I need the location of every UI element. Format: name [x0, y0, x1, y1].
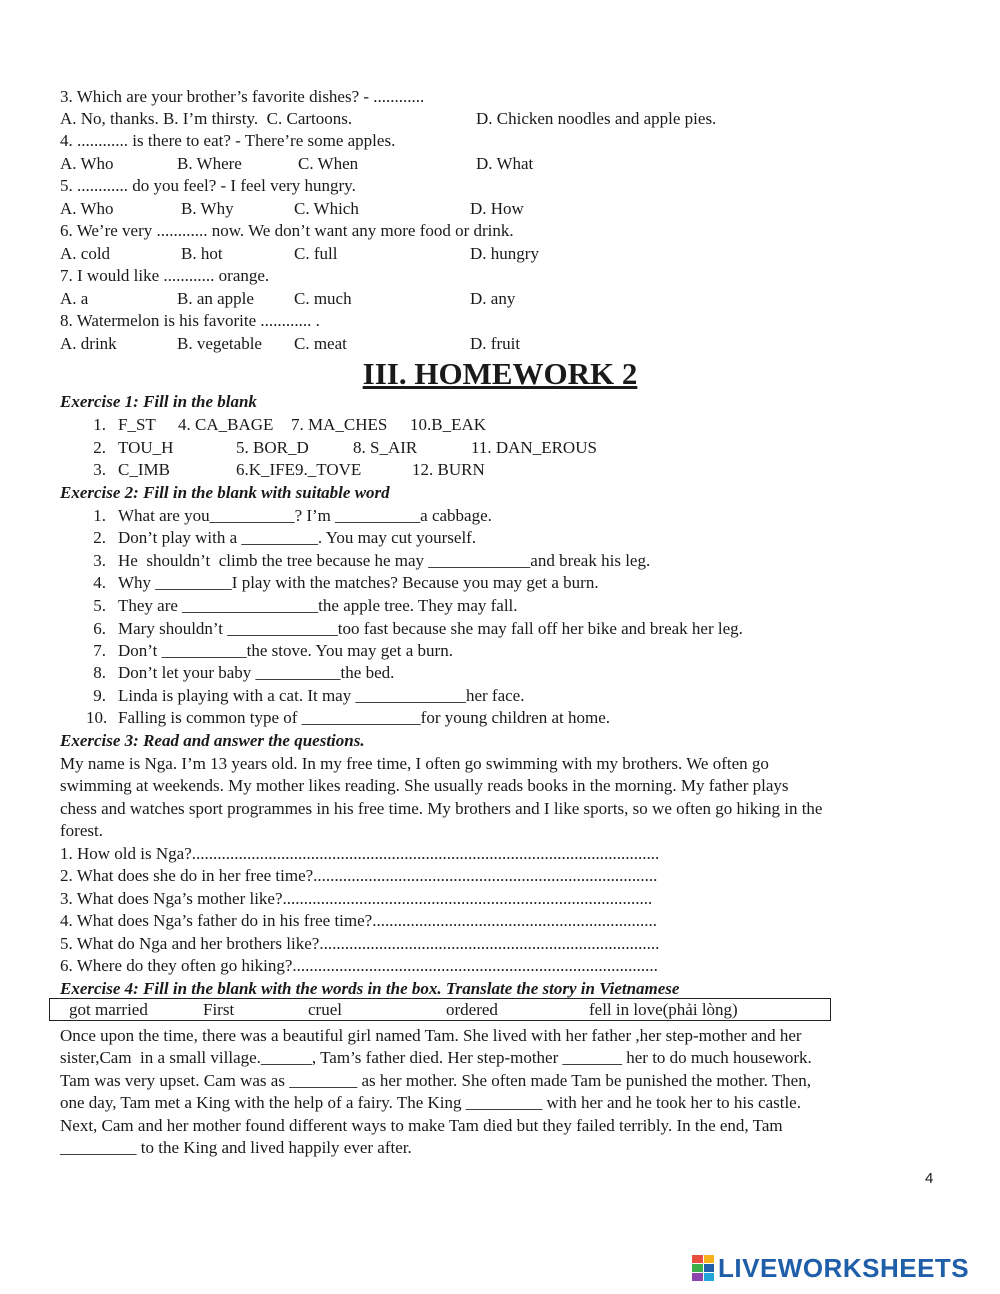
ex2-item-text: Linda is playing with a cat. It may _____________her face. — [118, 686, 525, 705]
exercise-3-title: Exercise 3: Read and answer the questions. — [60, 731, 365, 750]
ex2-item-text: They are ________________the apple tree. They may fall. — [118, 596, 518, 615]
word-box-item: ordered — [446, 1000, 498, 1019]
exercise-4-title: Exercise 4: Fill in the blank with the words in the box. Translate the story in Vietnamese — [60, 979, 680, 998]
section-heading: III. HOMEWORK 2 — [362, 356, 638, 391]
mcq-4-option-a: A. Who — [60, 154, 114, 173]
mcq-4-option-b: B. Where — [177, 154, 242, 173]
mcq-4-option-c: C. When — [298, 154, 359, 173]
story-line: _________ to the King and lived happily ever after. — [60, 1138, 412, 1157]
question-line: 2. What does she do in her free time?................................................................................. — [60, 866, 658, 885]
exercise-1-title: Exercise 1: Fill in the blank — [60, 392, 257, 411]
mcq-7-option-c: C. much — [294, 289, 352, 308]
ex1-word: F_ST — [118, 415, 156, 434]
story-line: Tam was very upset. Cam was as ________ as her mother. She often made Tam be punished the mother. Then, — [60, 1071, 811, 1090]
mcq-question-4: 4. ............ is there to eat? - There’re some apples. — [60, 131, 396, 150]
ex1-word: 6.K_IFE9._TOVE — [236, 460, 362, 479]
mcq-question-7: 7. I would like ............ orange. — [60, 266, 270, 285]
mcq-7-option-d: D. any — [470, 289, 516, 308]
ex1-row-number: 3. — [93, 460, 106, 479]
mcq-question-3: 3. Which are your brother’s favorite dishes? - ............ — [60, 87, 425, 106]
passage-line: forest. — [60, 821, 103, 840]
ex2-item-number: 5. — [93, 596, 106, 615]
question-line: 3. What does Nga’s mother like?....................................................................................... — [60, 889, 653, 908]
mcq-3-option-d: D. Chicken noodles and apple pies. — [476, 109, 717, 128]
ex2-item-text: Don’t play with a _________. You may cut yourself. — [118, 528, 477, 547]
mcq-6-option-a: A. cold — [60, 244, 111, 263]
ex1-word: 11. DAN_EROUS — [471, 438, 597, 457]
mcq-5-option-d: D. How — [470, 199, 524, 218]
mcq-8-option-c: C. meat — [294, 334, 347, 353]
mcq-question-8: 8. Watermelon is his favorite ............ . — [60, 311, 320, 330]
question-line: 6. Where do they often go hiking?...................................................................................... — [60, 956, 658, 975]
question-line: 4. What does Nga’s father do in his free time?................................................................... — [60, 911, 657, 930]
ex2-item-number: 3. — [93, 551, 106, 570]
ex1-word: 4. CA_BAGE — [178, 415, 274, 434]
mcq-6-option-b: B. hot — [181, 244, 223, 263]
mcq-7-option-a: A. a — [60, 289, 89, 308]
word-box-item: First — [203, 1000, 235, 1019]
ex2-item-number: 4. — [93, 573, 106, 592]
ex2-item-number: 6. — [93, 619, 106, 638]
passage-line: swimming at weekends. My mother likes reading. She usually reads books in the morning. My father plays — [60, 776, 789, 795]
exercise-2-title: Exercise 2: Fill in the blank with suitable word — [60, 483, 390, 502]
mcq-3-option-abc: A. No, thanks. B. I’m thirsty. C. Cartoons. — [60, 109, 353, 128]
word-box — [49, 998, 831, 1021]
passage-line: My name is Nga. I’m 13 years old. In my free time, I often go swimming with my brothers. We often go — [60, 754, 769, 773]
page-number: 4 — [925, 1170, 934, 1187]
mcq-8-option-a: A. drink — [60, 334, 117, 353]
mcq-question-6: 6. We’re very ............ now. We don’t want any more food or drink. — [60, 221, 514, 240]
story-line: sister,Cam in a small village.______, Tam’s father died. Her step-mother _______ her to do much housework. — [60, 1048, 812, 1067]
word-box-item: cruel — [308, 1000, 342, 1019]
ex1-row-number: 2. — [93, 438, 106, 457]
mcq-8-option-d: D. fruit — [470, 334, 521, 353]
ex2-item-number: 7. — [93, 641, 106, 660]
ex2-item-number: 1. — [93, 506, 106, 525]
mcq-7-option-b: B. an apple — [177, 289, 254, 308]
question-line: 5. What do Nga and her brothers like?................................................................................ — [60, 934, 660, 953]
mcq-6-option-d: D. hungry — [470, 244, 539, 263]
mcq-5-option-a: A. Who — [60, 199, 114, 218]
liveworksheets-logo-icon — [692, 1255, 714, 1281]
ex2-item-number: 8. — [93, 663, 106, 682]
ex2-item-text: Mary shouldn’t _____________too fast because she may fall off her bike and break her leg. — [118, 619, 743, 638]
ex1-word: 8. S_AIR — [353, 438, 418, 457]
word-box-item: fell in love(phải lòng) — [589, 1000, 738, 1019]
ex2-item-number: 10. — [86, 708, 108, 727]
ex2-item-text: What are you__________? I’m __________a cabbage. — [118, 506, 492, 525]
story-line: Once upon the time, there was a beautiful girl named Tam. She lived with her father ,her step-mother and her — [60, 1026, 802, 1045]
ex2-item-number: 9. — [93, 686, 106, 705]
passage-line: chess and watches sport programmes in his free time. My brothers and I like sports, so we often go hiking in the — [60, 799, 823, 818]
ex1-word: 10.B_EAK — [410, 415, 487, 434]
ex1-word: 5. BOR_D — [236, 438, 309, 457]
ex2-item-text: Don’t let your baby __________the bed. — [118, 663, 395, 682]
ex1-word: C_IMB — [118, 460, 170, 479]
ex2-item-number: 2. — [93, 528, 106, 547]
ex1-word: 7. MA_CHES — [291, 415, 388, 434]
ex1-word: TOU_H — [118, 438, 174, 457]
ex1-word: 12. BURN — [412, 460, 485, 479]
ex2-item-text: Falling is common type of ______________for young children at home. — [118, 708, 610, 727]
mcq-8-option-b: B. vegetable — [177, 334, 262, 353]
mcq-4-option-d: D. What — [476, 154, 534, 173]
story-line: one day, Tam met a King with the help of a fairy. The King _________ with her and he took her to his castle. — [60, 1093, 801, 1112]
liveworksheets-logo — [692, 1253, 969, 1283]
word-box-item: got married — [69, 1000, 148, 1019]
mcq-5-option-c: C. Which — [294, 199, 359, 218]
ex2-item-text: Don’t __________the stove. You may get a burn. — [118, 641, 453, 660]
ex2-item-text: He shouldn’t climb the tree because he may ____________and break his leg. — [118, 551, 651, 570]
question-line: 1. How old is Nga?.............................................................................................................. — [60, 844, 660, 863]
ex2-item-text: Why _________I play with the matches? Because you may get a burn. — [118, 573, 599, 592]
mcq-6-option-c: C. full — [294, 244, 338, 263]
logo-text: LIVEWORKSHEETS — [718, 1252, 970, 1283]
mcq-5-option-b: B. Why — [181, 199, 234, 218]
ex1-row-number: 1. — [93, 415, 106, 434]
story-line: Next, Cam and her mother found different ways to make Tam died but they failed terribly. In the end, Tam — [60, 1116, 783, 1135]
mcq-question-5: 5. ............ do you feel? - I feel very hungry. — [60, 176, 356, 195]
